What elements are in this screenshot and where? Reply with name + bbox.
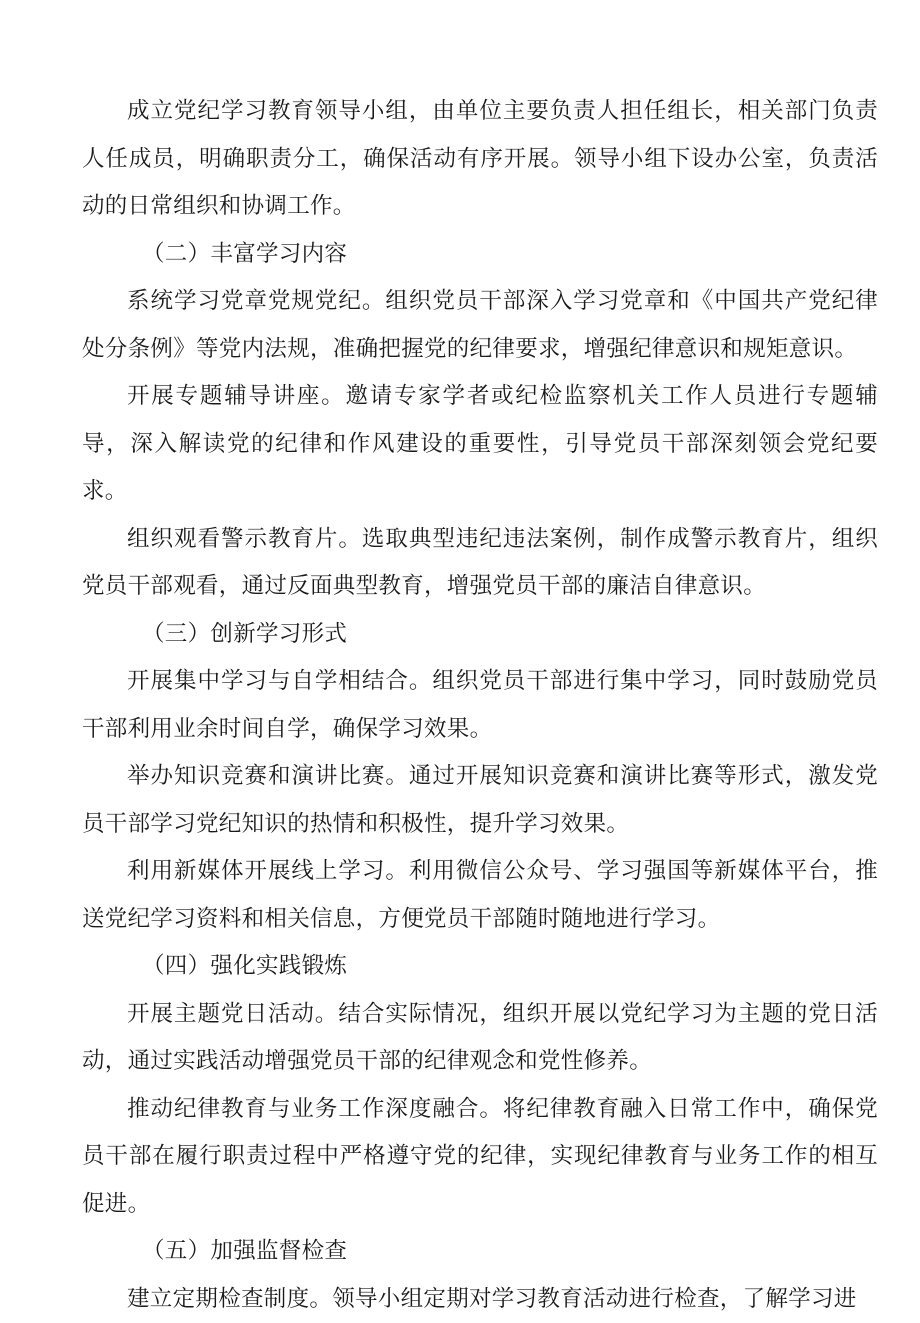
paragraph-competitions: 举办知识竞赛和演讲比赛。通过开展知识竞赛和演讲比赛等形式，激发党员干部学习党纪知识的热情和积极性，提升学习效果。 (82, 753, 878, 848)
paragraph-centralized-self-study: 开展集中学习与自学相结合。组织党员干部进行集中学习，同时鼓励党员干部利用业余时间自学，确保学习效果。 (82, 658, 878, 753)
paragraph-party-day: 开展主题党日活动。结合实际情况，组织开展以党纪学习为主题的党日活动，通过实践活动增强党员干部的纪律观念和党性修养。 (82, 991, 878, 1086)
document-body (82, 88, 878, 1323)
section-heading-enrich-content: （二）丰富学习内容 (82, 231, 878, 279)
paragraph-leadership-group: 成立党纪学习教育领导小组，由单位主要负责人担任组长，相关部门负责人任成员，明确职责分工，确保活动有序开展。领导小组下设办公室，负责活动的日常组织和协调工作。 (82, 88, 878, 231)
paragraph-integration: 推动纪律教育与业务工作深度融合。将纪律教育融入日常工作中，确保党员干部在履行职责过程中严格遵守党的纪律，实现纪律教育与业务工作的相互促进。 (82, 1086, 878, 1229)
section-heading-practice: （四）强化实践锻炼 (82, 943, 878, 991)
paragraph-study-party-rules: 系统学习党章党规党纪。组织党员干部深入学习党章和《中国共产党纪律处分条例》等党内法规，准确把握党的纪律要求，增强纪律意识和规矩意识。 (82, 278, 878, 373)
paragraph-warning-films: 组织观看警示教育片。选取典型违纪违法案例，制作成警示教育片，组织党员干部观看，通过反面典型教育，增强党员干部的廉洁自律意识。 (82, 516, 878, 611)
section-heading-innovate-forms: （三）创新学习形式 (82, 611, 878, 659)
paragraph-regular-inspection: 建立定期检查制度。领导小组定期对学习教育活动进行检查，了解学习进 (82, 1276, 878, 1323)
paragraph-special-lectures: 开展专题辅导讲座。邀请专家学者或纪检监察机关工作人员进行专题辅导，深入解读党的纪律和作风建设的重要性，引导党员干部深刻领会党纪要求。 (82, 373, 878, 516)
section-heading-supervision: （五）加强监督检查 (82, 1228, 878, 1276)
paragraph-online-learning: 利用新媒体开展线上学习。利用微信公众号、学习强国等新媒体平台，推送党纪学习资料和相关信息，方便党员干部随时随地进行学习。 (82, 848, 878, 943)
